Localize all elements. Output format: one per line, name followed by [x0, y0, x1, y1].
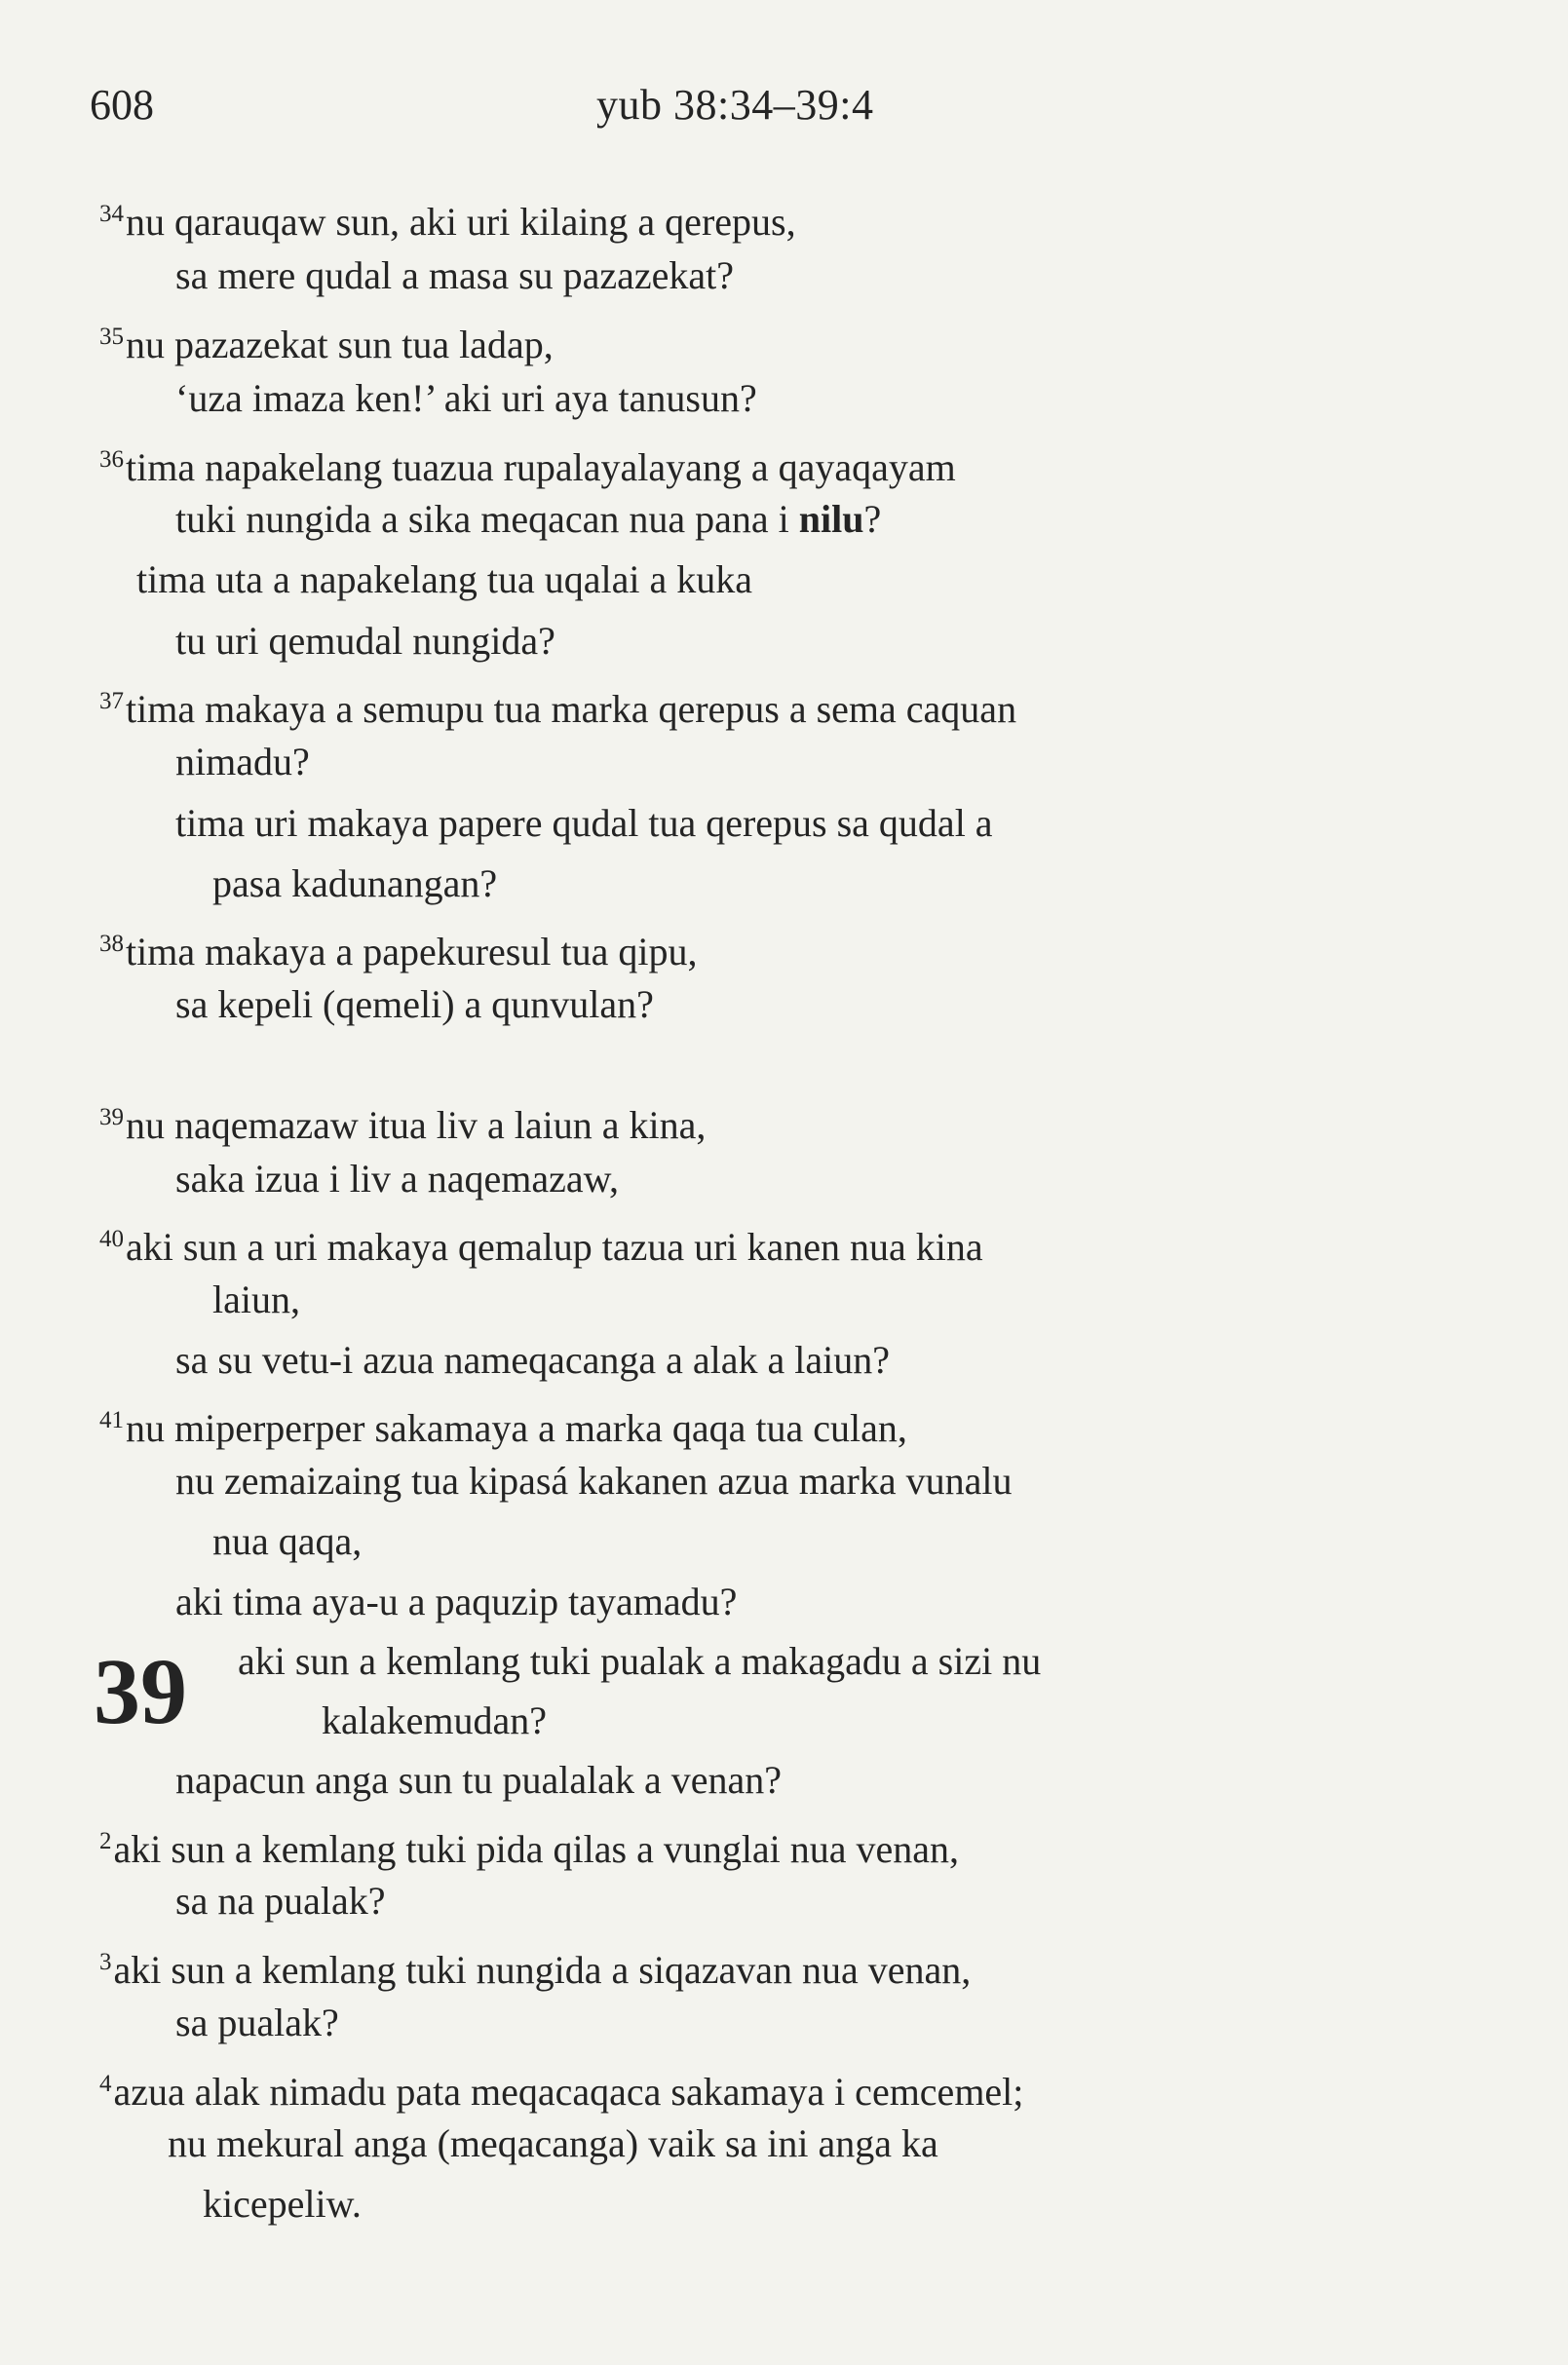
- verse-line: [212, 860, 497, 907]
- verse-line-text: tu uri qemudal nungida?: [175, 619, 555, 663]
- verse-number: 35: [99, 324, 124, 350]
- verse-line-text: tima napakelang tuazua rupalayalayang a qayaqayam: [126, 445, 956, 489]
- verse-number: 39: [99, 1104, 124, 1130]
- verse-line: [99, 1818, 959, 1873]
- verse-line: [175, 252, 734, 299]
- verse-line: [175, 1878, 385, 1925]
- bold-word: nilu: [798, 497, 864, 541]
- verse-line-text: tuki nungida a sika meqacan nua pana i: [175, 497, 799, 541]
- verse-line: [175, 1579, 737, 1625]
- verse-line-text: tima uri makaya papere qudal tua qerepus sa qudal a: [175, 801, 993, 845]
- verse-line: [99, 1216, 983, 1271]
- verse-number: 40: [99, 1226, 124, 1252]
- verse-line-text: azua alak nimadu pata meqacaqaca sakamaya i cemcemel;: [113, 2070, 1024, 2114]
- verse-line: [175, 2000, 339, 2046]
- verse-line: [168, 2120, 938, 2167]
- verse-line-text: pasa kadunangan?: [212, 861, 498, 905]
- verse-line: [238, 1638, 1041, 1685]
- verse-line-text: aki sun a kemlang tuki pida qilas a vunglai nua venan,: [113, 1827, 960, 1871]
- verse-line: [99, 678, 1016, 733]
- verse-line: [99, 921, 697, 975]
- verse-line: [175, 1757, 782, 1804]
- verse-line: [175, 1156, 619, 1202]
- verse-line: [175, 618, 555, 665]
- verse-line-text: sa pualak?: [175, 2001, 339, 2044]
- verse-line: [322, 1697, 547, 1744]
- verse-line: [203, 2181, 362, 2228]
- verse-line: [99, 2061, 1023, 2116]
- verse-line-text: kalakemudan?: [322, 1698, 547, 1742]
- verse-line: [175, 375, 757, 422]
- verse-line: [175, 496, 881, 543]
- verse-number: 34: [99, 201, 124, 227]
- verse-line: [99, 1397, 907, 1452]
- verse-line-text: napacun anga sun tu pualalak a venan?: [175, 1758, 782, 1802]
- verse-line-text: tima makaya a semupu tua marka qerepus a sema caquan: [126, 687, 1017, 731]
- verse-line: [175, 1337, 890, 1384]
- verse-line: [175, 800, 993, 847]
- verse-line-text: sa na pualak?: [175, 1879, 386, 1923]
- verse-line: [175, 981, 654, 1028]
- verse-number: 36: [99, 446, 124, 473]
- verse-line-text: tima uta a napakelang tua uqalai a kuka: [136, 557, 752, 601]
- verse-line-text: aki sun a kemlang tuki pualak a makagadu a sizi nu: [238, 1639, 1042, 1683]
- verse-line-text: aki sun a kemlang tuki nungida a siqazavan nua venan,: [113, 1948, 972, 1992]
- verse-line-text: saka izua i liv a naqemazaw,: [175, 1157, 619, 1201]
- running-header-reference: yub 38:34–39:4: [596, 81, 874, 129]
- verse-line-text: nu miperperper sakamaya a marka qaqa tua culan,: [126, 1406, 907, 1450]
- verse-line-text: aki sun a uri makaya qemalup tazua uri kanen nua kina: [126, 1225, 983, 1269]
- verse-line: [99, 314, 554, 368]
- verse-line-text: sa mere qudal a masa su pazazekat?: [175, 253, 735, 297]
- chapter-number: 39: [94, 1639, 187, 1743]
- verse-line-text: nu naqemazaw itua liv a laiun a kina,: [126, 1103, 707, 1147]
- verse-line: [99, 1094, 706, 1149]
- verse-line-text: nu zemaizaing tua kipasá kakanen azua marka vunalu: [175, 1459, 1013, 1503]
- verse-number: 3: [99, 1949, 112, 1975]
- page-number: 608: [90, 81, 154, 129]
- verse-number: 41: [99, 1407, 124, 1433]
- verse-number: 2: [99, 1828, 112, 1854]
- verse-line-text: nu mekural anga (meqacanga) vaik sa ini anga ka: [168, 2121, 938, 2165]
- verse-line: [136, 556, 752, 603]
- verse-line-text: nimadu?: [175, 740, 310, 783]
- verse-line-text: tima makaya a papekuresul tua qipu,: [126, 930, 698, 973]
- verse-line: [99, 1939, 971, 1994]
- verse-line: [175, 1458, 1013, 1505]
- verse-line-text-end: ?: [863, 497, 882, 541]
- verse-number: 4: [99, 2071, 112, 2097]
- verse-line-text: sa su vetu-i azua nameqacanga a alak a laiun?: [175, 1338, 890, 1382]
- verse-line: [212, 1518, 362, 1565]
- verse-line-text: ‘uza imaza ken!’ aki uri aya tanusun?: [175, 376, 757, 420]
- verse-line: [175, 739, 310, 785]
- verse-line-text: sa kepeli (qemeli) a qunvulan?: [175, 982, 654, 1026]
- verse-line-text: nu pazazekat sun tua ladap,: [126, 323, 554, 366]
- verse-line-text: laiun,: [212, 1278, 300, 1321]
- verse-number: 38: [99, 931, 124, 957]
- verse-line: [99, 437, 956, 491]
- verse-line-text: kicepeliw.: [203, 2182, 362, 2226]
- verse-line-text: aki tima aya-u a paquzip tayamadu?: [175, 1580, 738, 1623]
- verse-line: [99, 191, 796, 246]
- verse-line-text: nu qarauqaw sun, aki uri kilaing a qerepus,: [126, 200, 796, 244]
- verse-number: 37: [99, 688, 124, 714]
- verse-line: [212, 1277, 300, 1323]
- verse-line-text: nua qaqa,: [212, 1519, 363, 1563]
